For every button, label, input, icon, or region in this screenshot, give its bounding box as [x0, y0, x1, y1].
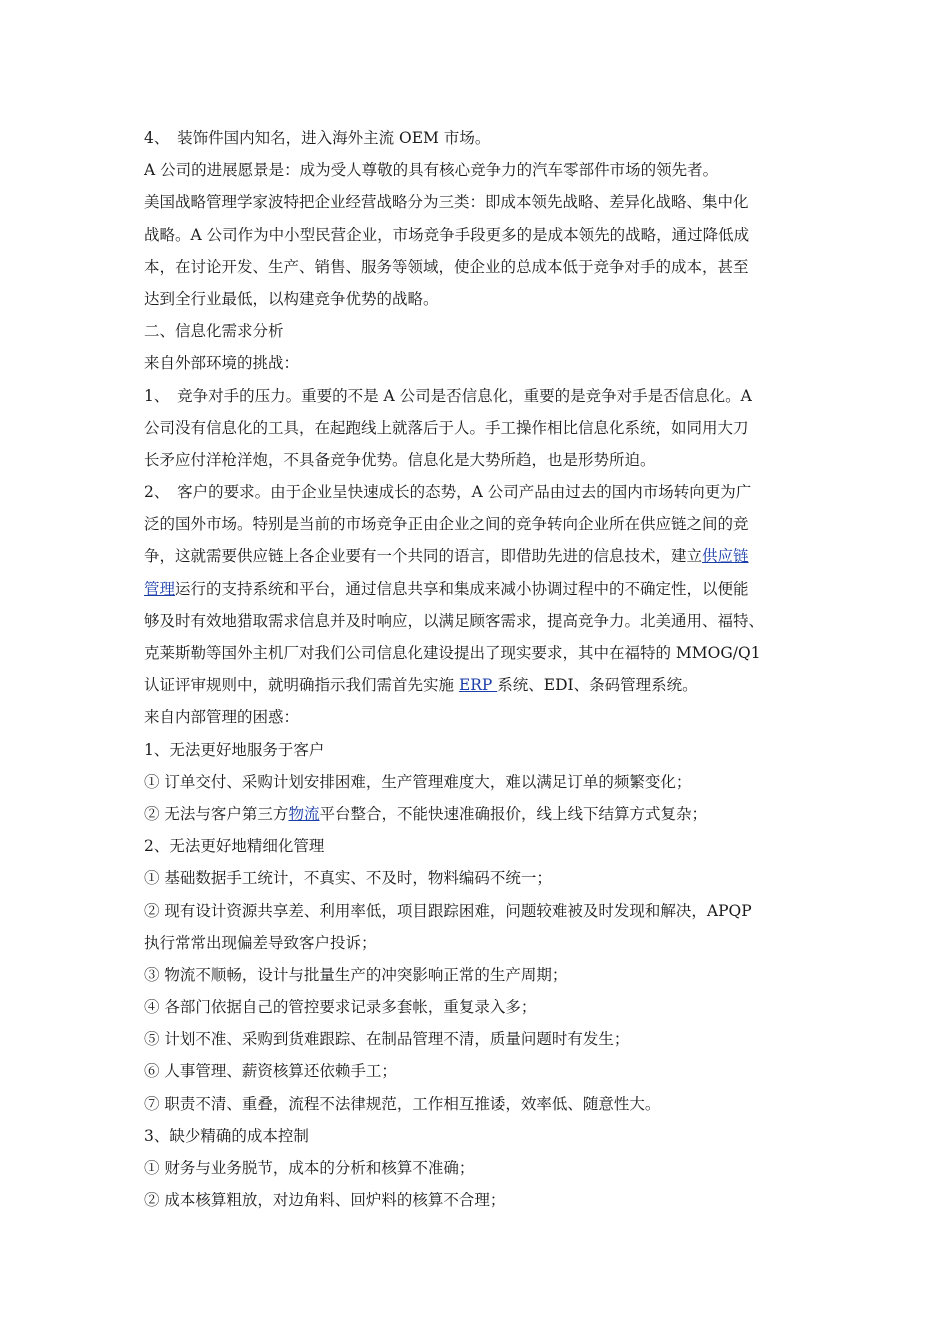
list-item: ① 财务与业务脱节，成本的分析和核算不准确；: [144, 1159, 475, 1177]
subheading: 来自内部管理的困惑：: [144, 708, 300, 727]
text-line: 美国战略管理学家波特把企业经营战略分为三类：即成本领先战略、差异化战略、集中化: [144, 193, 749, 212]
text-line: [144, 573, 816, 605]
text-line: [144, 540, 816, 572]
supply-chain-link[interactable]: 供应链: [702, 547, 749, 566]
text-segment: 平台整合，不能快速准确报价，线上线下结算方式复杂；: [319, 804, 707, 823]
text-line: 公司没有信息化的工具，在起跑线上就落后于人。手工操作相比信息化系统，如同用大刀: [144, 418, 749, 437]
text-segment: 运行的支持系统和平台，通过信息共享和集成来减小协调过程中的不确定性，以便能: [175, 579, 749, 598]
text-line: 长矛应付洋枪洋炮，不具备竞争优势。信息化是大势所趋，也是形势所迫。: [144, 450, 656, 469]
text-segment: 争，这就需要供应链上各企业要有一个共同的语言，即借助先进的信息技术，建立: [144, 547, 703, 566]
document-body: [144, 122, 816, 1216]
list-item: ⑥ 人事管理、薪资核算还依赖手工；: [144, 1062, 397, 1081]
logistics-link[interactable]: 物流: [288, 804, 320, 823]
list-heading: 2、无法更好地精细化管理: [144, 837, 325, 856]
text-segment: 认证评审规则中，就明确指示我们需首先实施: [144, 676, 459, 695]
text-line: 2、 客户的要求。由于企业呈快速成长的态势，A 公司产品由过去的国内市场转向更为广: [144, 483, 752, 502]
list-item: ⑦ 职责不清、重叠，流程不法律规范，工作相互推诿，效率低、随意性大。: [144, 1094, 661, 1113]
supply-chain-management-link[interactable]: 管理: [144, 579, 176, 598]
list-item: 执行常常出现偏差导致客户投诉；: [144, 933, 377, 952]
text-line: 本，在讨论开发、生产、销售、服务等领域，使企业的总成本低于竞争对手的成本，甚至: [144, 257, 749, 276]
list-item: ① 基础数据手工统计，不真实、不及时，物料编码不统一；: [144, 869, 552, 888]
list-item: ⑤ 计划不准、采购到货难跟踪、在制品管理不清，质量问题时有发生；: [144, 1030, 630, 1049]
list-item: ④ 各部门依据自己的管控要求记录多套帐，重复录入多；: [144, 998, 537, 1017]
text-line: 够及时有效地猎取需求信息并及时响应，以满足顾客需求，提高竞争力。北美通用、福特、: [144, 611, 765, 630]
text-line: 克莱斯勒等国外主机厂对我们公司信息化建设提出了现实要求，其中在福特的 MMOG/Q1: [144, 644, 761, 662]
list-item: ② 成本核算粗放，对边角料、回炉料的核算不合理；: [144, 1191, 506, 1210]
subheading: 来自外部环境的挑战：: [144, 354, 300, 373]
text-segment: 系统、EDI、条码管理系统。: [497, 676, 698, 695]
text-line: 达到全行业最低，以构建竞争优势的战略。: [144, 289, 439, 308]
list-heading: 3、缺少精确的成本控制: [144, 1126, 309, 1145]
text-line: 4、 装饰件国内知名，进入海外主流 OEM 市场。: [144, 129, 491, 147]
text-line: 1、 竞争对手的压力。重要的不是 A 公司是否信息化，重要的是竞争对手是否信息化。A: [144, 386, 752, 405]
text-line: 泛的国外市场。特别是当前的市场竞争正由企业之间的竞争转向企业所在供应链之间的竞: [144, 515, 749, 534]
text-line: 战略。A 公司作为中小型民营企业，市场竞争手段更多的是成本领先的战略，通过降低成: [144, 225, 750, 244]
text-line: [144, 669, 816, 701]
text-line: A 公司的进展愿景是：成为受人尊敬的具有核心竞争力的汽车零部件市场的领先者。: [144, 161, 719, 180]
erp-link[interactable]: ERP: [458, 676, 498, 695]
list-item: [144, 798, 816, 830]
list-heading: 1、无法更好地服务于客户: [144, 740, 325, 759]
section-heading: 二、信息化需求分析: [144, 322, 284, 341]
list-item: ① 订单交付、采购计划安排困难，生产管理难度大，难以满足订单的频繁变化；: [144, 772, 692, 791]
text-segment: ② 无法与客户第三方: [144, 804, 289, 823]
list-item: ② 现有设计资源共享差、利用率低，项目跟踪困难，问题较难被及时发现和解决，APQP: [144, 901, 752, 920]
list-item: ③ 物流不顺畅，设计与批量生产的冲突影响正常的生产周期；: [144, 965, 568, 984]
